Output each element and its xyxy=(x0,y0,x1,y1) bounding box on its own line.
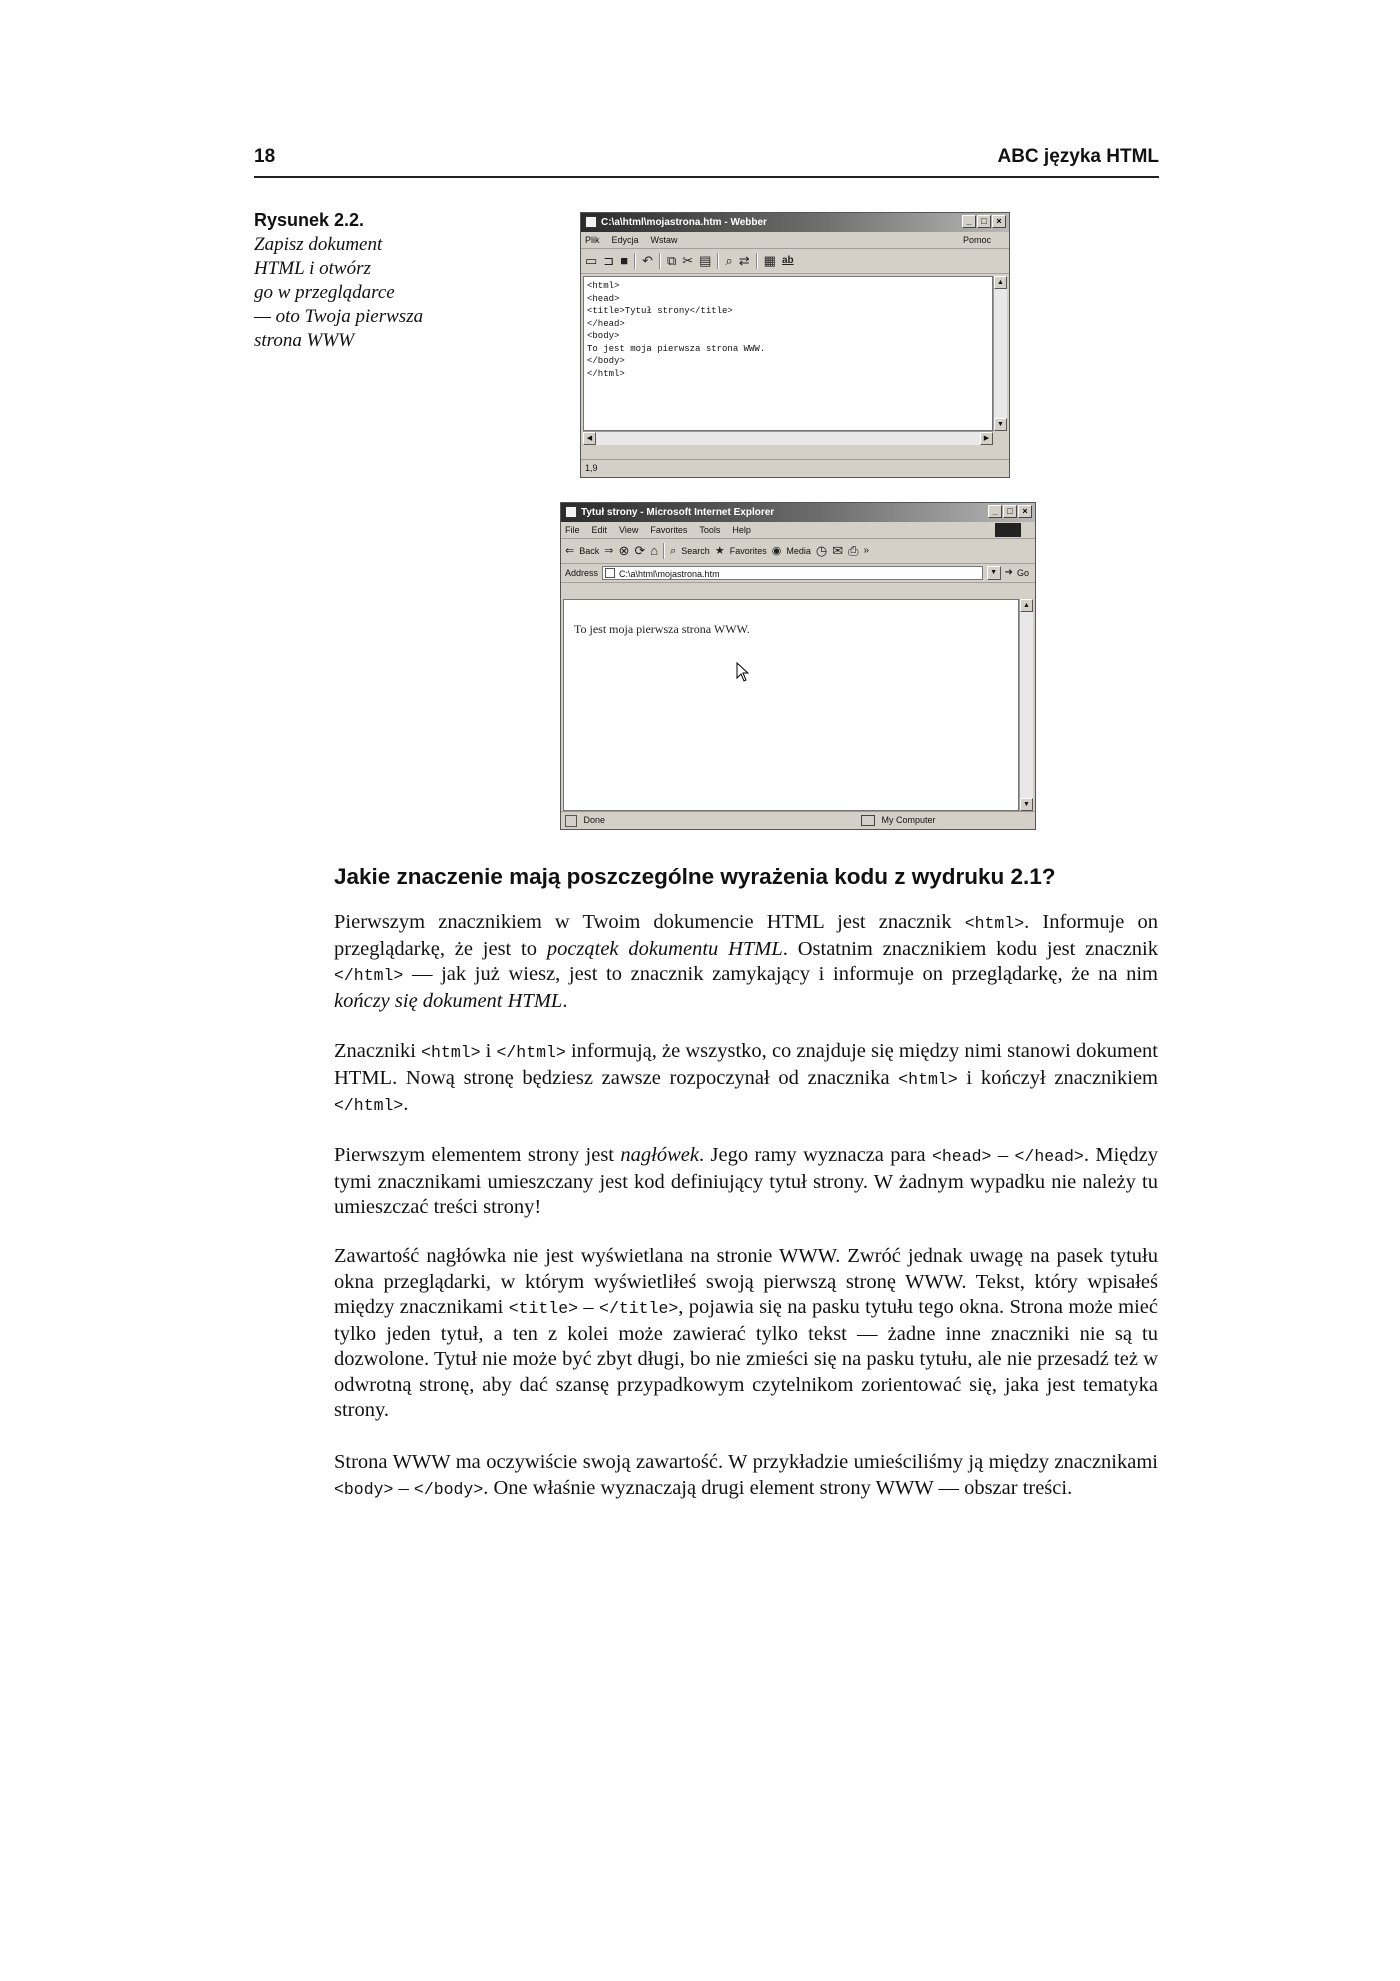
code-line: </body> xyxy=(587,356,625,366)
new-file-icon[interactable]: ▭ xyxy=(585,253,598,268)
editor-titlebar xyxy=(581,213,1009,232)
menu-item-favorites[interactable]: Favorites xyxy=(650,525,688,535)
address-bar xyxy=(561,564,1035,583)
paragraph-1: Pierwszym znacznikiem w Twoim dokumencie HTML jest znacznik <html>. Informuje on przeglądarkę, że jest to początek dokumentu HTML. Ostatnim znacznikiem kodu jest znacznik </html> — jak już wiesz, jest to znacznik zamykający i informuje on przeglądarkę, że na nim kończy się dokument HTML. xyxy=(334,911,1158,1012)
paragraph-4: Zawartość nagłówka nie jest wyświetlana na stronie WWW. Zwróć jednak uwagę na pasek tytułu okna przeglądarki, w którym wyświetliłeś swoją pierwszą stronę WWW. Tekst, który wpisałeś między znacznikami <title> – </title>, pojawia się na pasku tytułu tego okna. Strona może mieć tylko jeden tytuł, a ten z kolei może zawierać tylko tekst — żadne inne znaczniki nie są tu dozwolone. Tytuł nie może być zbyt długi, bo nie zmieści się na pasku tytułu, ale nie przesadź też w odwrotną stronę, aby dać szansę przypadkowym czytelnikom zorientować się, jaka jest tematyka strony. xyxy=(334,1245,1158,1421)
tag-html-close: </html> xyxy=(334,966,404,985)
menu-item-view[interactable]: View xyxy=(619,525,639,535)
code-line: <title>Tytuł strony</title> xyxy=(587,306,733,316)
computer-icon xyxy=(861,815,875,826)
address-dropdown-icon[interactable]: ▼ xyxy=(987,566,1001,580)
scroll-down-icon[interactable]: ▼ xyxy=(1020,798,1033,811)
back-button[interactable]: Back xyxy=(579,546,600,556)
code-line: <body> xyxy=(587,331,620,341)
toolbar-separator xyxy=(659,253,661,269)
page-number: 18 xyxy=(254,146,276,167)
scroll-up-icon[interactable]: ▲ xyxy=(1020,599,1033,612)
caption-line: go w przeglądarce xyxy=(254,282,395,303)
book-title: ABC języka HTML xyxy=(997,146,1159,167)
maximize-button[interactable]: □ xyxy=(977,215,991,228)
tag-body-close: </body> xyxy=(413,1479,484,1499)
close-button[interactable]: × xyxy=(992,215,1006,228)
editor-window xyxy=(580,212,1010,478)
browser-window xyxy=(560,502,1036,830)
paragraph-2: Znaczniki <html> i </html> informują, że wszystko, co znajduje się między nimi stanowi dokument HTML. Nową stronę będziesz zawsze rozpoczynał od znacznika <html> i kończył znacznikiem </html>. xyxy=(334,1040,1158,1115)
browser-statusbar xyxy=(561,811,1035,829)
status-zone xyxy=(861,812,936,829)
tag-html: <html> xyxy=(421,1043,481,1062)
page-header xyxy=(254,146,1159,178)
status-page-icon xyxy=(565,815,577,827)
menu-item-plik[interactable]: Plik xyxy=(585,235,600,245)
figure-caption xyxy=(254,208,464,353)
mouse-cursor-icon xyxy=(736,662,750,682)
page-viewport[interactable] xyxy=(563,599,1019,811)
go-button[interactable]: Go xyxy=(1016,568,1029,578)
menu-item-edycja[interactable]: Edycja xyxy=(611,235,639,245)
go-arrow-icon[interactable]: ➜ xyxy=(1004,567,1013,578)
emphasis: kończy się dokument HTML xyxy=(334,989,563,1012)
emphasis: nagłówek xyxy=(620,1144,699,1166)
undo-icon[interactable]: ↶ xyxy=(642,253,653,268)
tag-html: <html> xyxy=(898,1069,958,1089)
favorites-button[interactable]: Favorites xyxy=(729,546,767,556)
forward-arrow-icon[interactable]: ⇒ xyxy=(604,545,614,557)
maximize-button[interactable]: □ xyxy=(1003,505,1017,518)
stop-icon[interactable]: ⊗ xyxy=(618,543,630,558)
search-icon[interactable]: ⌕ xyxy=(670,545,677,557)
close-button[interactable]: × xyxy=(1018,505,1032,518)
browser-vertical-scrollbar[interactable] xyxy=(1019,599,1033,811)
caption-line: HTML i otwórz xyxy=(254,258,371,279)
toolbar-separator xyxy=(634,253,636,269)
editor-horizontal-scrollbar[interactable] xyxy=(583,431,993,445)
ie-icon xyxy=(565,506,577,518)
browser-titlebar xyxy=(561,503,1035,522)
paragraph-5: Strona WWW ma oczywiście swoją zawartość. W przykładzie umieściliśmy ją między znacznikami <body> – </body>. One właśnie wyznaczają drugi element strony WWW — obszar treści. xyxy=(334,1451,1158,1499)
scroll-right-icon[interactable]: ▶ xyxy=(980,432,993,445)
media-button[interactable]: Media xyxy=(786,546,811,556)
toolbar-separator xyxy=(717,253,719,269)
caption-line: — oto Twoja pierwsza xyxy=(254,306,424,327)
code-editor[interactable] xyxy=(583,276,993,431)
tag-title: <title> xyxy=(508,1299,579,1318)
back-arrow-icon[interactable]: ⇐ xyxy=(565,545,575,557)
rendered-page-text: To jest moja pierwsza strona WWW. xyxy=(574,622,750,636)
refresh-icon[interactable]: ⟳ xyxy=(634,543,646,558)
menu-item-file[interactable]: File xyxy=(565,525,580,535)
cursor-position: 1,9 xyxy=(585,463,598,473)
browser-menubar xyxy=(561,522,1035,539)
editor-menubar xyxy=(581,232,1009,249)
tag-html-close: </html> xyxy=(496,1043,566,1062)
tag-head: <head> xyxy=(932,1147,992,1166)
windows-logo-icon xyxy=(995,523,1021,537)
minimize-button[interactable]: _ xyxy=(962,215,976,228)
toolbar-separator xyxy=(756,253,758,269)
address-label: Address xyxy=(565,568,599,578)
search-button[interactable]: Search xyxy=(681,546,710,556)
code-line: </head> xyxy=(587,318,625,329)
scroll-down-icon[interactable]: ▼ xyxy=(994,418,1007,431)
home-icon[interactable]: ⌂ xyxy=(650,543,659,558)
code-line: </html> xyxy=(587,368,625,379)
copy-icon[interactable]: ⧉ xyxy=(666,253,677,268)
spellcheck-icon[interactable]: ab xyxy=(781,255,794,266)
editor-toolbar xyxy=(581,249,1009,274)
code-line: <html> xyxy=(587,281,620,291)
toolbar-separator xyxy=(663,543,665,559)
figure-label: Rysunek 2.2. xyxy=(254,210,365,230)
favorites-icon[interactable]: ★ xyxy=(714,545,725,557)
editor-statusbar xyxy=(581,459,1009,477)
editor-title: C:\a\html\mojastrona.htm - Webber xyxy=(601,217,767,228)
minimize-button[interactable]: _ xyxy=(988,505,1002,518)
menu-item-tools[interactable]: Tools xyxy=(699,525,721,535)
media-icon[interactable]: ◉ xyxy=(771,545,782,557)
menu-item-wstaw[interactable]: Wstaw xyxy=(650,235,678,245)
paragraph-3: Pierwszym elementem strony jest nagłówek. Jego ramy wyznacza para <head> – </head>. Między tymi znacznikami umieszczany jest kod definiujący tytuł strony. W żadnym wypadku nie należy tu umieszczać treści strony! xyxy=(334,1144,1158,1218)
print-icon[interactable]: ⎙ xyxy=(848,543,859,558)
status-done: Done xyxy=(583,815,606,825)
tag-html-close: </html> xyxy=(334,1096,404,1115)
caption-line: Zapisz dokument xyxy=(254,234,383,255)
cut-icon[interactable]: ✂ xyxy=(682,253,694,268)
browser-toolbar xyxy=(561,539,1035,564)
page-icon xyxy=(605,568,615,578)
status-my-computer: My Computer xyxy=(881,815,936,825)
mail-icon[interactable]: ✉ xyxy=(832,543,844,558)
tag-title-close: </title> xyxy=(599,1299,679,1318)
caption-line: strona WWW xyxy=(254,330,355,351)
tag-head-close: </head> xyxy=(1014,1147,1084,1166)
save-icon[interactable]: ■ xyxy=(620,253,629,268)
document-icon xyxy=(585,216,597,228)
tag-body: <body> xyxy=(334,1479,394,1499)
code-line: <head> xyxy=(587,293,620,304)
scroll-up-icon[interactable]: ▲ xyxy=(994,276,1007,289)
emphasis: początek dokumentu HTML xyxy=(546,937,783,960)
open-folder-icon[interactable]: ⊐ xyxy=(603,253,615,268)
address-input[interactable] xyxy=(602,566,983,580)
find-icon[interactable]: ⌕ xyxy=(725,253,733,268)
preview-icon[interactable]: ▦ xyxy=(763,253,776,268)
history-icon[interactable]: ◷ xyxy=(815,543,828,558)
menu-item-help[interactable]: Help xyxy=(732,525,751,535)
browser-title: Tytuł strony - Microsoft Internet Explorer xyxy=(581,507,775,518)
menu-item-pomoc[interactable]: Pomoc xyxy=(962,235,991,245)
menu-item-edit[interactable]: Edit xyxy=(591,525,608,535)
tag-html: <html> xyxy=(964,914,1025,933)
address-value: C:\a\html\mojastrona.htm xyxy=(619,569,720,579)
replace-icon[interactable]: ⇄ xyxy=(738,253,750,268)
scroll-left-icon[interactable]: ◀ xyxy=(583,432,596,445)
editor-vertical-scrollbar[interactable] xyxy=(993,276,1007,431)
section-heading: Jakie znaczenie mają poszczególne wyrażenia kodu z wydruku 2.1? xyxy=(334,864,1056,889)
more-chevron-icon[interactable]: » xyxy=(863,545,870,556)
code-line: To jest moja pierwsza strona WWW. xyxy=(587,343,766,354)
paste-icon[interactable]: ▤ xyxy=(699,253,712,268)
